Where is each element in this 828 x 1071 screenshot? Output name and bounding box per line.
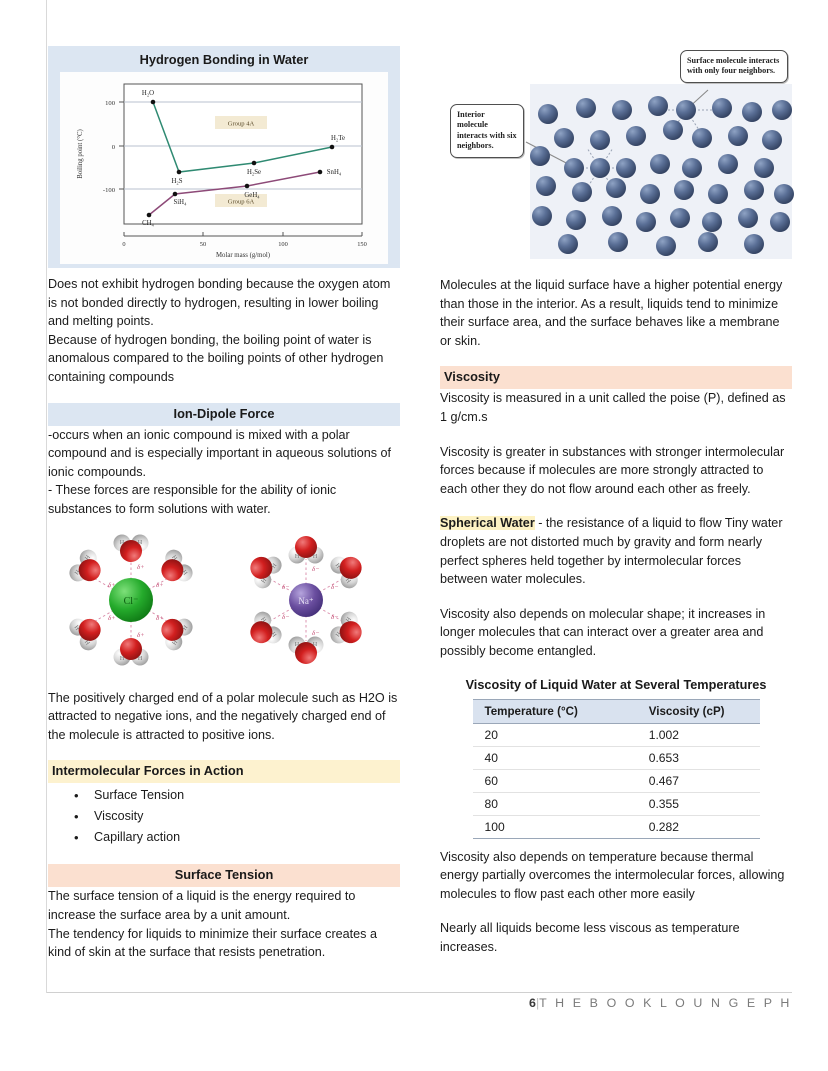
chart-svg xyxy=(62,76,386,262)
hydrogen-bonding-chart xyxy=(60,72,388,264)
heading-surface-tension: Surface Tension xyxy=(48,864,400,887)
surface-tension-paragraph-2: The tendency for liquids to minimize their surface creates a kind of skin at the surface that resists penetration. xyxy=(48,926,377,960)
svg-text:H₂S: H₂S xyxy=(171,178,183,185)
imf-action-list xyxy=(48,785,400,848)
svg-text:δ+: δ+ xyxy=(156,614,164,622)
svg-text:δ+: δ+ xyxy=(156,581,164,589)
svg-text:H₂Se: H₂Se xyxy=(246,169,262,176)
table-header-row xyxy=(473,699,760,723)
svg-text:GeH₄: GeH₄ xyxy=(244,192,260,199)
svg-text:δ−: δ− xyxy=(312,565,320,573)
chloride-solvation-cluster xyxy=(66,534,196,665)
footer-brand: T H E B O O K L O U N G E P H xyxy=(539,996,792,1010)
right-column xyxy=(440,46,792,962)
ion-dipole-paragraph-1: -occurs when an ionic compound is mixed with a polar compound and is especially important in aqueous solutions of ionic compounds. xyxy=(48,427,392,479)
svg-text:δ+: δ+ xyxy=(108,581,116,589)
figure-hydrogen-bonding-title: Hydrogen Bonding in Water xyxy=(139,52,309,67)
ion-dipole-svg: H H Cl⁻ δ+ δ+ δ+ δ+ δ+ δ+ Na⁺ δ− δ− δ− δ− δ− δ− xyxy=(48,525,400,685)
spherical-water-paragraph xyxy=(440,514,792,588)
svg-text:H₂Te: H₂Te xyxy=(331,135,345,142)
page-footer xyxy=(529,996,792,1010)
column-header-viscosity: Viscosity (cP) xyxy=(611,699,760,723)
left-paragraph-2: Because of hydrogen bonding, the boiling point of water is anomalous compared to the boiling points of other hydrogen containing compounds xyxy=(48,332,384,384)
left-paragraph-1: Does not exhibit hydrogen bonding because the oxygen atom is not bonded directly to hydrogen, resulting in lower boiling and melting points. xyxy=(48,277,391,329)
svg-text:-100: -100 xyxy=(102,187,115,194)
cell-temperature: 40 xyxy=(473,746,611,769)
svg-text:Group 4A: Group 4A xyxy=(227,120,255,128)
cell-temperature: 60 xyxy=(473,769,611,792)
svg-text:δ−: δ− xyxy=(312,629,320,637)
svg-text:δ+: δ+ xyxy=(137,631,145,639)
svg-text:100: 100 xyxy=(105,100,115,107)
svg-text:0: 0 xyxy=(111,144,115,151)
column-header-temperature: Temperature (°C) xyxy=(473,699,611,723)
svg-text:δ−: δ− xyxy=(282,583,290,591)
figure-hydrogen-bonding xyxy=(48,46,400,268)
cell-viscosity: 0.282 xyxy=(611,815,760,838)
svg-text:SiH₄: SiH₄ xyxy=(173,199,187,206)
viscosity-table xyxy=(473,699,760,839)
right-paragraph-1: Molecules at the liquid surface have a higher potential energy than those in the interior. As a result, liquids tend to minimize their surface area, and the surface behaves like a membrane or skin. xyxy=(440,278,783,348)
cell-viscosity: 0.467 xyxy=(611,769,760,792)
right-paragraph-3: Nearly all liquids become less viscous as temperature increases. xyxy=(440,921,740,954)
cell-viscosity: 0.653 xyxy=(611,746,760,769)
footer-rule xyxy=(47,992,792,993)
figure-ion-dipole xyxy=(36,525,400,685)
surface-tension-paragraph-1: The surface tension of a liquid is the energy required to increase the surface area by a unit amount. xyxy=(48,889,356,922)
right-paragraph-2: Viscosity also depends on temperature because thermal energy partially overcomes the intermolecular forces, allowing molecules to flow past each other more easily xyxy=(440,849,785,901)
list-item: • Viscosity xyxy=(48,806,400,827)
footer-page-number: 6 xyxy=(529,996,536,1010)
svg-text:δ+: δ+ xyxy=(108,614,116,622)
heading-viscosity: Viscosity xyxy=(440,366,792,389)
svg-text:δ−: δ− xyxy=(282,613,290,621)
table-row xyxy=(473,723,760,746)
figure-surface-molecules xyxy=(440,46,792,270)
svg-text:50: 50 xyxy=(199,241,207,248)
spherical-water-highlight: Spherical Water xyxy=(440,516,535,531)
table-row xyxy=(473,746,760,769)
table-row xyxy=(473,792,760,815)
heading-ion-dipole-force: Ion-Dipole Force xyxy=(48,403,400,426)
cell-temperature: 80 xyxy=(473,792,611,815)
svg-text:Group 6A: Group 6A xyxy=(227,198,255,206)
spherical-water-rest: - the resistance of a liquid to flow Tiny water droplets are not distorted much by gravity and form nearly perfect spheres held together by intermolecular forces between water molecules. xyxy=(440,516,783,587)
left-column xyxy=(36,46,400,962)
svg-text:100: 100 xyxy=(278,241,288,248)
callout-surface-molecule: Surface molecule interacts with only four neighbors. xyxy=(680,50,788,83)
svg-text:H₂O: H₂O xyxy=(141,90,155,97)
svg-text:0: 0 xyxy=(122,241,126,248)
callout-interior-molecule: Interior molecule interacts with six neighbors. xyxy=(450,104,524,158)
sodium-solvation-cluster xyxy=(242,536,369,664)
left-paragraph-3: The positively charged end of a polar molecule such as H2O is attracted to negative ions, and the negatively charged end of the molecule is attracted to positive ions. xyxy=(48,690,398,742)
two-column-layout xyxy=(36,46,792,962)
cell-viscosity: 1.002 xyxy=(611,723,760,746)
ion-dipole-paragraph-2: - These forces are responsible for the ability of ionic substances to form solutions with water. xyxy=(48,483,337,516)
svg-text:CH₄: CH₄ xyxy=(142,220,154,227)
table-row xyxy=(473,815,760,838)
cell-temperature: 100 xyxy=(473,815,611,838)
spherical-water-paragraph-2: Viscosity also depends on molecular shape; it increases in longer molecules that can interact over a greater area and possibly become entangled. xyxy=(440,606,766,658)
svg-text:Molar mass (g/mol): Molar mass (g/mol) xyxy=(216,252,270,259)
viscosity-paragraph-1: Viscosity is measured in a unit called the poise (P), defined as 1 g/cm.s xyxy=(440,391,786,424)
svg-text:δ−: δ− xyxy=(331,613,339,621)
page-left-rule xyxy=(46,0,47,993)
footer-separator: | xyxy=(535,996,540,1010)
viscosity-table-title: Viscosity of Liquid Water at Several Temperatures xyxy=(465,677,767,692)
svg-text:Na⁺: Na⁺ xyxy=(298,595,314,606)
svg-text:Boiling point (°C): Boiling point (°C) xyxy=(77,129,84,179)
heading-imf-in-action: Intermolecular Forces in Action xyxy=(48,760,400,783)
list-item: • Surface Tension xyxy=(48,785,400,806)
viscosity-paragraph-2: Viscosity is greater in substances with stronger intermolecular forces because if molecules are more strongly attracted to each other they do not flow around each other as freely. xyxy=(440,444,785,496)
cell-viscosity: 0.355 xyxy=(611,792,760,815)
cell-temperature: 20 xyxy=(473,723,611,746)
svg-text:δ+: δ+ xyxy=(137,563,145,571)
svg-text:Cl⁻: Cl⁻ xyxy=(123,595,139,607)
svg-text:150: 150 xyxy=(357,241,367,248)
table-row xyxy=(473,769,760,792)
list-item: • Capillary action xyxy=(48,827,400,848)
svg-text:δ−: δ− xyxy=(331,583,339,591)
svg-text:SnH₄: SnH₄ xyxy=(326,169,342,176)
